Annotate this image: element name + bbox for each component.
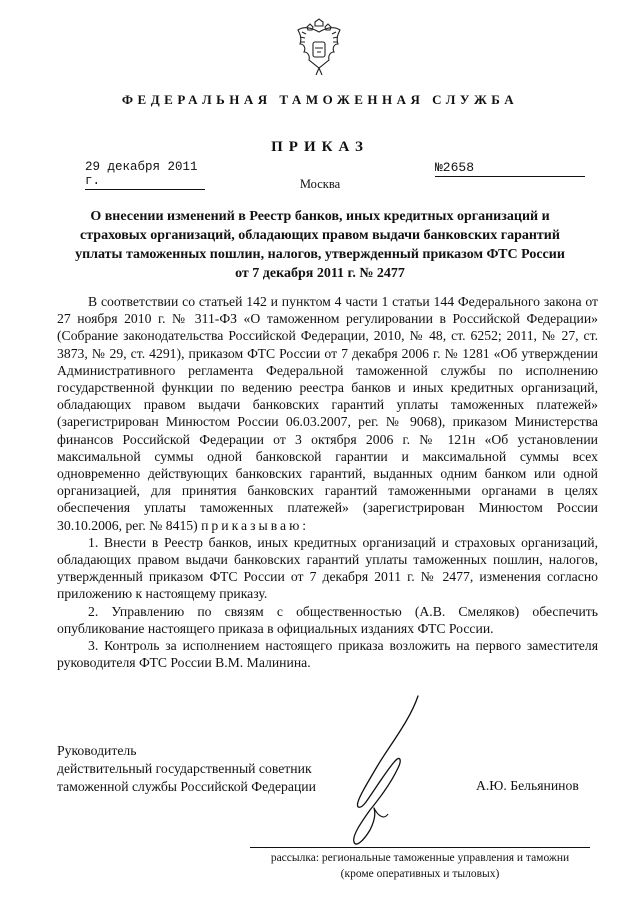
order-body (57, 293, 598, 671)
title-line: от 7 декабря 2011 г. № 2477 (235, 266, 405, 281)
preamble-text: В соответствии со статьей 142 и пунктом 4 части 1 статьи 144 Федерального закона от 27 ноября 2010 г. № 311-ФЗ «О таможенном регулировании в Российской Федерации» (Собрание законодательства Российской Федерации, 2010, № 48, ст. 6252; 2011, № 27, ст. 3873, № 29, ст. 4291), приказом ФТС России от 7 декабря 2006 г. № 1281 «Об утверждении Административного регламента Федеральной таможенной службы по исполнению государственной функции по ведению реестра банков и иных кредитных организаций, обладающих правом выдачи банковских гарантий уплаты таможенных платежей» (зарегистрирован Минюстом России 06.03.2007, рег. № 9068), приказом Министерства финансов Российской Федерации от 3 октября 2006 г. № 121н «Об установлении максимальной суммы одной банковской гарантии и максимальной суммы всех одновременно действующих банковских гарантий, выданных одним банком или одной организацией, для принятия банковских гарантий таможенными органами в целях обеспечения уплаты таможенных платежей» (зарегистрирован Минюстом России 30.10.2006, рег. № 8415) (57, 294, 598, 533)
handwritten-signature (330, 690, 450, 860)
distribution-line: (кроме оперативных и тыловых) (340, 868, 500, 880)
signatory-rank: действительный государственный советник (57, 761, 312, 776)
order-word: приказываю: (201, 517, 310, 533)
order-date: 29 декабря 2011 г. (85, 160, 205, 190)
russian-coat-of-arms-icon (294, 18, 344, 78)
distribution-line: рассылка: региональные таможенные управления и таможни (270, 852, 570, 864)
title-line: О внесении изменений в Реестр банков, иных кредитных организаций и (90, 209, 550, 224)
order-city: Москва (299, 177, 341, 191)
distribution-list (260, 850, 580, 882)
order-number: №2658 (435, 160, 585, 177)
order-item-2: 2. Управлению по связям с общественностью (А.В. Смеляков) обеспечить опубликование настоящего приказа в официальных изданиях ФТС России. (57, 603, 598, 636)
agency-name: ФЕДЕРАЛЬНАЯ ТАМОЖЕННАЯ СЛУЖБА (121, 92, 519, 107)
signature-block (57, 742, 316, 796)
preamble-paragraph (57, 293, 598, 534)
title-line: страховых организаций, обладающих правом выдачи банковских гарантий (80, 228, 560, 243)
signer-name: А.Ю. Бельянинов (476, 778, 579, 793)
distribution-rule (250, 847, 590, 848)
order-item-1: 1. Внести в Реестр банков, иных кредитных организаций и страховых организаций, обладающих правом выдачи банковских гарантий уплаты таможенных пошлин, налогов, утвержденный приказом ФТС России от 7 декабря 2011 г. № 2477, изменения согласно приложению к настоящему приказу. (57, 534, 598, 602)
signatory-rank-continued: таможенной службы Российской Федерации (57, 779, 316, 794)
signatory-position: Руководитель (57, 743, 137, 758)
order-item-3: 3. Контроль за исполнением настоящего приказа возложить на первого заместителя руководителя ФТС России В.М. Малинина. (57, 638, 598, 671)
title-line: уплаты таможенных пошлин, налогов, утвержденный приказом ФТС России (75, 247, 565, 262)
document-type: ПРИКАЗ (271, 139, 369, 155)
order-title (60, 207, 580, 283)
